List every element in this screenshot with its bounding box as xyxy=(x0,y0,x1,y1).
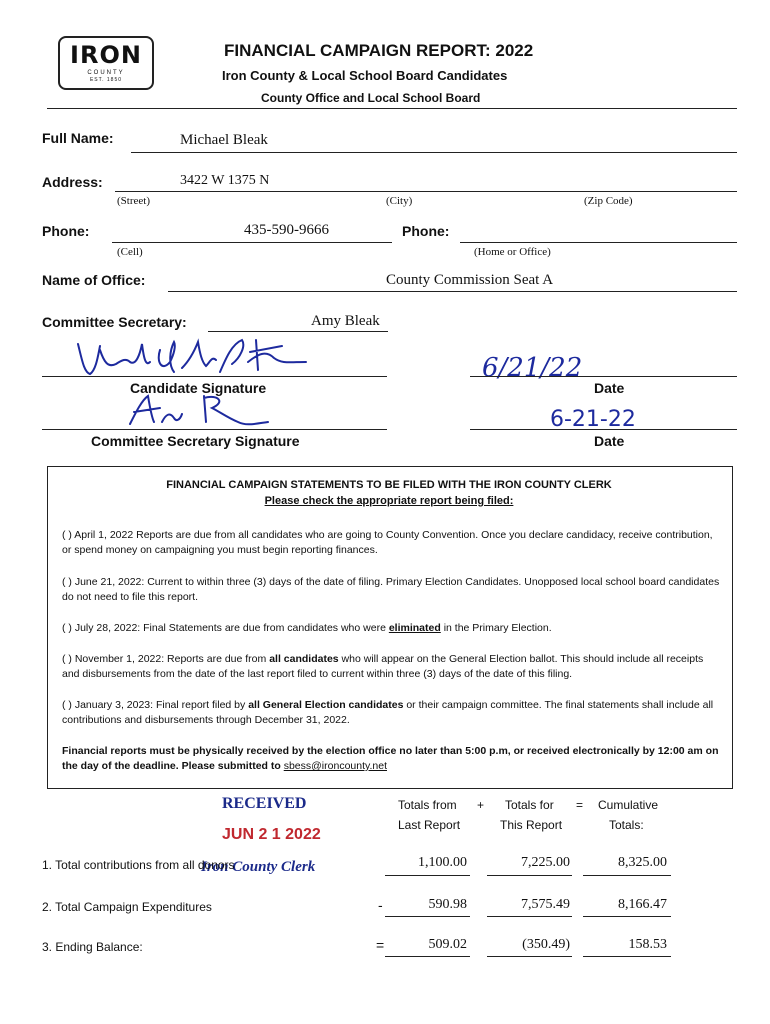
candidate-date: 6/21/22 xyxy=(482,353,583,383)
col-this-header-2: This Report xyxy=(500,818,563,832)
logo-sub: COUNTY xyxy=(87,70,125,76)
candidate-signature-label: Candidate Signature xyxy=(130,380,267,396)
logo-name: IRON xyxy=(70,41,142,69)
option-november[interactable] xyxy=(62,652,722,682)
col-cum-header-2: Totals: xyxy=(609,818,644,832)
row-balance-this: (350.49) xyxy=(522,937,570,952)
option-april[interactable]: ( ) April 1, 2022 Reports are due from all candidates who are going to County Convention. Once you declare candidacy, receive contribution, or spend money on campaigning you must begin reporting finances. xyxy=(62,529,713,556)
secretary-label: Committee Secretary: xyxy=(42,314,187,330)
secretary-signature xyxy=(120,392,280,430)
received-stamp: RECEIVED xyxy=(222,795,307,812)
secretary-date: 6-21-22 xyxy=(550,407,636,432)
clerk-email-link[interactable]: sbess@ironcounty.net xyxy=(283,760,387,772)
iron-county-logo xyxy=(58,36,154,90)
address-label: Address: xyxy=(42,174,103,190)
equals-sign: = xyxy=(576,798,584,812)
col-last-header-2: Last Report xyxy=(398,818,461,832)
street-label: (Street) xyxy=(117,195,150,207)
option-july-text-a: ( ) July 28, 2022: Final Statements are due from candidates who were xyxy=(62,622,389,634)
row-contributions-this: 7,225.00 xyxy=(521,855,570,870)
option-november-text-c: who will appear on the General Election ballot. This should include all receipts and disbursements from the date of the last report filed to current within three (3) days of the date of this filing. xyxy=(62,653,704,680)
cell-label: (Cell) xyxy=(117,246,143,258)
option-january-text-c: or their campaign committee. The final statements shall include all contributions and disbursements through December 31, 2022. xyxy=(62,699,714,726)
statements-subheading: Please check the appropriate report being filed: xyxy=(264,495,514,507)
row-expenditures-last: 590.98 xyxy=(428,897,467,912)
office-label: Name of Office: xyxy=(42,272,146,288)
row-balance-label: 3. Ending Balance: xyxy=(42,940,143,954)
col-this-header-1: Totals for xyxy=(505,798,554,812)
full-name-value: Michael Bleak xyxy=(180,132,268,148)
option-january-text-a: ( ) January 3, 2023: Final report filed by xyxy=(62,699,249,711)
address-value: 3422 W 1375 N xyxy=(180,173,270,188)
report-title: FINANCIAL CAMPAIGN REPORT: 2022 xyxy=(224,41,534,60)
row-balance-last: 509.02 xyxy=(428,937,467,952)
deadline-note xyxy=(62,744,722,774)
phone-cell-value: 435-590-9666 xyxy=(244,222,329,238)
option-july[interactable] xyxy=(62,621,722,636)
option-november-bold: all candidates xyxy=(269,653,339,665)
received-date-stamp: JUN 2 1 2022 xyxy=(222,826,321,843)
option-january-bold: all General Election candidates xyxy=(248,699,404,711)
row-expenditures-op: - xyxy=(378,897,383,913)
date-label: Date xyxy=(594,380,625,396)
option-november-text-a: ( ) November 1, 2022: Reports are due from xyxy=(62,653,270,665)
secretary-signature-label: Committee Secretary Signature xyxy=(91,433,300,449)
office-value: County Commission Seat A xyxy=(386,272,554,288)
home-office-label: (Home or Office) xyxy=(474,246,551,258)
candidate-signature xyxy=(70,332,350,382)
statements-heading: FINANCIAL CAMPAIGN STATEMENTS TO BE FILED WITH THE IRON COUNTY CLERK xyxy=(166,479,612,491)
row-expenditures-label: 2. Total Campaign Expenditures xyxy=(42,900,212,914)
option-july-eliminated: eliminated xyxy=(388,622,441,634)
logo-est: EST. 1850 xyxy=(89,77,123,83)
phone2-label: Phone: xyxy=(402,223,450,239)
row-balance-op: = xyxy=(376,937,385,953)
report-subtitle: Iron County & Local School Board Candidates xyxy=(222,68,508,83)
row-balance-cum: 158.53 xyxy=(628,937,667,952)
row-expenditures-cum: 8,166.47 xyxy=(618,897,667,912)
report-subtitle-2: County Office and Local School Board xyxy=(261,91,481,105)
row-contributions-label: 1. Total contributions from all donors xyxy=(42,858,235,872)
row-contributions-last: 1,100.00 xyxy=(418,855,467,870)
phone-label: Phone: xyxy=(42,223,90,239)
secretary-date-handwriting xyxy=(548,402,668,432)
candidate-date-handwriting xyxy=(478,348,638,384)
col-cum-header-1: Cumulative xyxy=(598,798,659,812)
full-name-label: Full Name: xyxy=(42,130,114,146)
row-contributions-cum: 8,325.00 xyxy=(618,855,667,870)
city-label: (City) xyxy=(386,195,413,207)
deadline-note-text: Financial reports must be physically received by the election office no later than 5:00 p.m, or received electronically by 12:00 am on the day of the deadline. Please submitted to xyxy=(62,745,719,772)
secretary-value: Amy Bleak xyxy=(311,313,380,329)
col-last-header-1: Totals from xyxy=(398,798,457,812)
date2-label: Date xyxy=(594,433,625,449)
clerk-stamp: Iron County Clerk xyxy=(201,859,316,875)
row-expenditures-this: 7,575.49 xyxy=(521,897,570,912)
plus-sign: + xyxy=(477,798,485,812)
zip-label: (Zip Code) xyxy=(584,195,633,207)
option-january[interactable] xyxy=(62,698,722,728)
option-june[interactable]: ( ) June 21, 2022: Current to within three (3) days of the date of filing. Primary Election Candidates. Unopposed local school board candidates do not need to file this report. xyxy=(62,576,720,603)
option-july-text-c: in the Primary Election. xyxy=(440,622,552,634)
